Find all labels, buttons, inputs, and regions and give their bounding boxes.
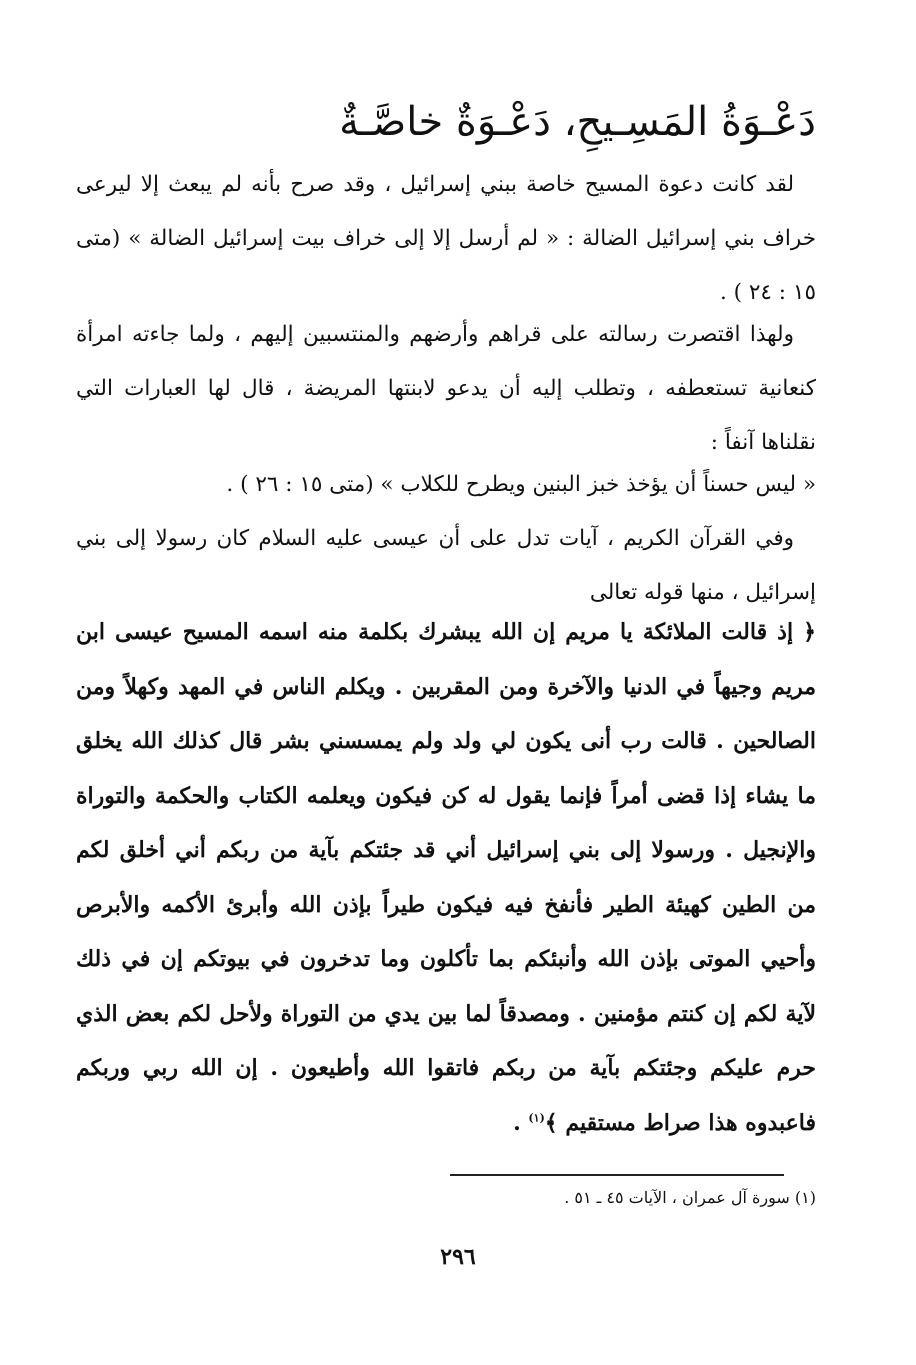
paragraph-canaanite-woman: ولهذا اقتصرت رسالته على قراهم وأرضهم والمنتسبين إليهم ، ولما جاءته امرأة كنعانية تستعطفه ، وتطلب إليه أن يدعو لابنتها المريضة ، قال لها العبارات التي نقلناها آنفاً : xyxy=(76,322,816,455)
paragraph-quran-intro: وفي القرآن الكريم ، آيات تدل على أن عيسى عليه السلام كان رسولا إلى بني إسرائيل ، منها قوله تعالى xyxy=(76,526,816,605)
quote-end-period: . xyxy=(513,1109,529,1136)
paragraph-intro: لقد كانت دعوة المسيح خاصة ببني إسرائيل ، وقد صرح بأنه لم يبعث إلا ليرعى خراف بني إسرائيل الضالة : « لم أرسل إلا إلى خراف بيت إسرائيل الضالة » (متى ١٥ : ٢٤ ) . xyxy=(76,172,816,305)
page-number: ٢٩٦ xyxy=(440,1244,476,1270)
paragraph-gospel-quote: « ليس حسناً أن يؤخذ خبز البنين ويطرح للكلاب » (متى ١٥ : ٢٦ ) . xyxy=(226,472,816,497)
footnote-divider xyxy=(450,1174,784,1176)
chapter-heading: دَعْـوَةُ المَسِـيحِ، دَعْـوَةٌ خاصَّـةٌ xyxy=(339,99,816,145)
quran-quote-block xyxy=(76,605,816,1150)
footnote-text: (١) سورة آل عمران ، الآيات ٤٥ ـ ٥١ . xyxy=(564,1188,816,1207)
footnote-reference: (١) xyxy=(528,1111,545,1125)
quran-quote-text: ﴿ إذ قالت الملائكة يا مريم إن الله يبشرك بكلمة منه اسمه المسيح عيسى ابن مريم وجيهاً في الدنيا والآخرة ومن المقربين . ويكلم الناس في المهد وكهلاً ومن الصالحين . قالت رب أنى يكون لي ولد ولم يمسسني بشر قال كذلك الله يخلق ما يشاء إذا قضى أمراً فإنما يقول له كن فيكون ويعلمه الكتاب والحكمة والتوراة والإنجيل . ورسولا إلى بني إسرائيل أني قد جئتكم بآية من ربكم أني أخلق لكم من الطين كهيئة الطير فأنفخ فيه فيكون طيراً بإذن الله وأبرئ الأكمه والأبرص وأحيي الموتى بإذن الله وأنبئكم بما تأكلون وما تدخرون في بيوتكم إن في ذلك لآية لكم إن كنتم مؤمنين . ومصدقاً لما بين يدي من التوراة ولأحل لكم بعض الذي حرم عليكم وجئتكم بآية من ربكم فاتقوا الله وأطيعون . إن الله ربي وربكم فاعبدوه هذا صراط مستقيم ﴾ xyxy=(76,619,816,1136)
